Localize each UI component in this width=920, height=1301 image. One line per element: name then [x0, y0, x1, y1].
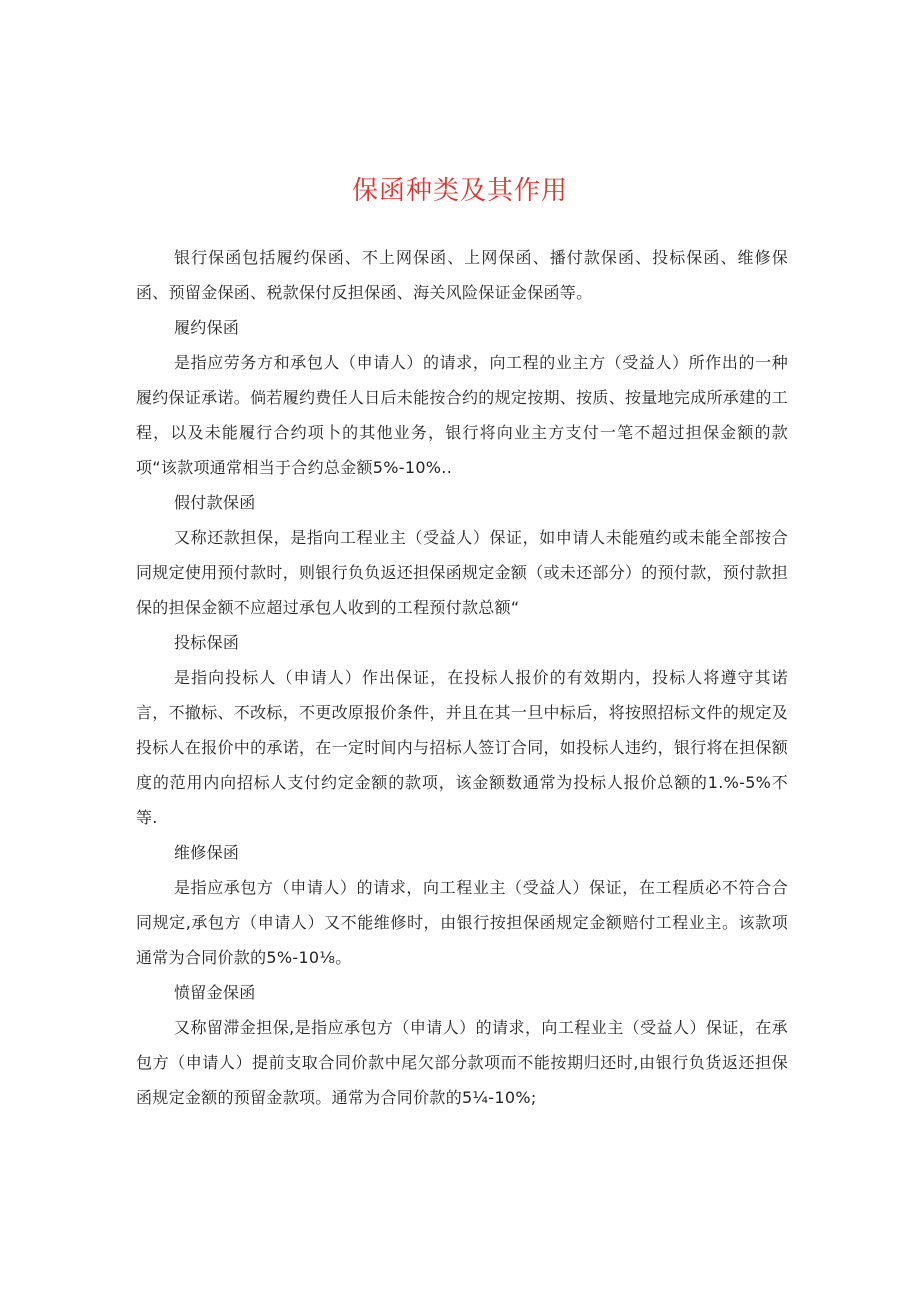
section-body-advance-payment-guarantee: 又称还款担保，是指向工程业主（受益人）保证，如申请人未能殖约或未能全部按合同规定使用预付款时，则银行负负返还担保函规定金额（或未还部分）的预付款，预付款担保的担保金额不应超过承包人收到的工程预付款总额“ — [136, 528, 789, 617]
section-heading-retention-guarantee: 愤留金保函 — [174, 983, 256, 1002]
document-body — [136, 240, 788, 1115]
section-heading-bid-guarantee: 投标保函 — [174, 633, 240, 652]
section-heading-advance-payment-guarantee: 假付款保函 — [174, 493, 256, 512]
document-title: 保函种类及其作用 — [351, 176, 568, 206]
section-body-bid-guarantee: 是指向投标人（申请人）作出保证，在投标人报价的有效期内，投标人将遵守其诺言，不撤标、不改标，不更改原报价条件，并且在其一旦中标后，将按照招标文件的规定及投标人在报价中的承诺，在一定时间内与招标人签订合同，如投标人违约，银行将在担保额度的范用内向招标人支付约定金额的款项，该金额数通常为投标人报价总额的1.%-5%不等. — [136, 668, 789, 827]
section-heading-performance-guarantee: 履约保函 — [174, 318, 240, 337]
section-body-maintenance-guarantee: 是指应承包方（申请人）的请求，向工程业主（受益人）保证，在工程质必不符合合同规定,承包方（申请人）又不能维修时，由银行按担保函规定金额赔付工程业主。该款项通常为合同价款的5%-10⅛。 — [136, 878, 788, 967]
section-heading-maintenance-guarantee: 维修保函 — [174, 843, 240, 862]
intro-paragraph: 银行保函包括履约保函、不上网保函、上网保函、播付款保函、投标保函、维修保函、预留金保函、税款保付反担保函、海关风险保证金保函等。 — [136, 248, 788, 302]
section-body-retention-guarantee: 又称留滞金担保,是指应承包方（申请人）的请求，向工程业主（受益人）保证，在承包方（申请人）提前支取合同价款中尾欠部分款项而不能按期归还时,由银行负货返还担保函规定金额的预留金款项。通常为合同价款的5¼-10%; — [136, 1018, 788, 1107]
section-body-performance-guarantee: 是指应劳务方和承包人（申请人）的请求，向工程的业主方（受益人）所作出的一种履约保证承诺。倘若履约费任人日后未能按合约的规定按期、按质、按量地完成所承建的工程，以及未能履行合约项卜的其他业务，银行将向业主方支付一笔不超过担保金额的款项“该款项通常相当于合约总金额5%-10%.. — [136, 353, 789, 477]
